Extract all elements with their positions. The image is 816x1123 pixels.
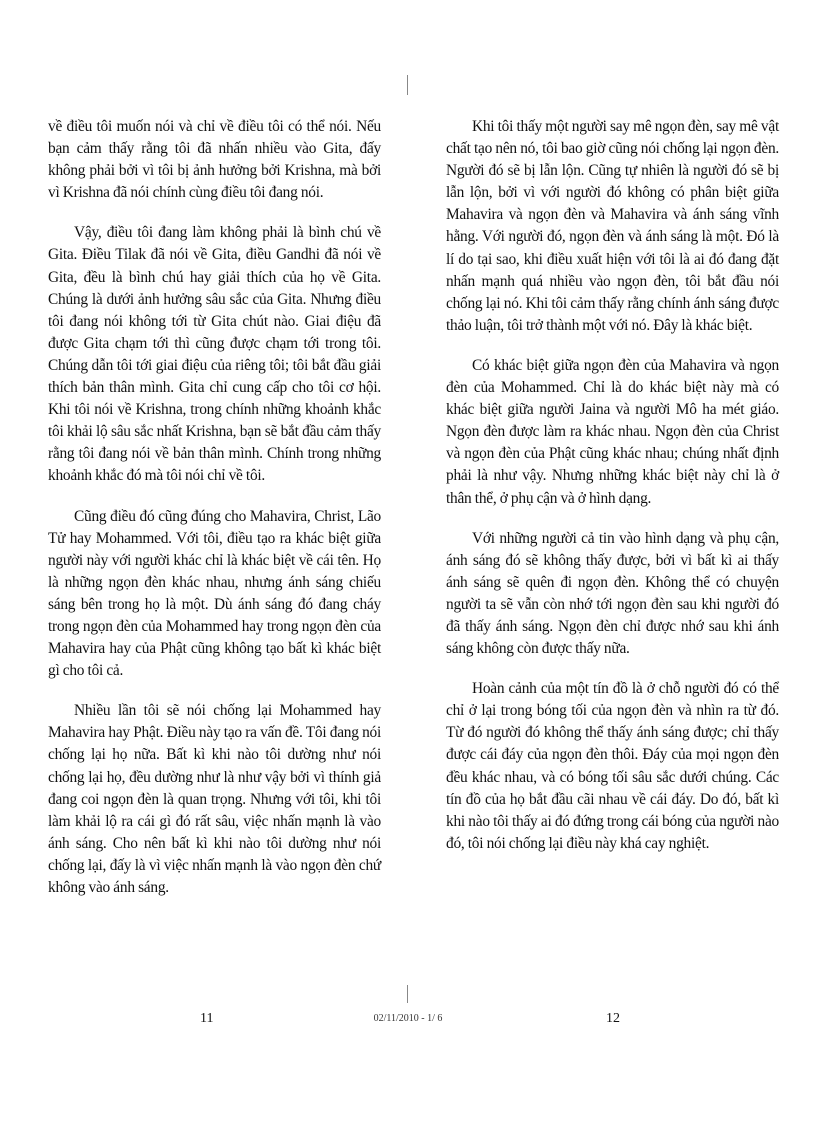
- footer-date: 02/11/2010 - 1/ 6: [373, 1013, 443, 1024]
- right-paragraph-1: Khi tôi thấy một người say mê ngọn đèn, say mê vật chất tạo nên nó, tôi bao giờ cũng nói chống lại ngọn đèn. Người đó sẽ bị lẫn lộn. Cũng tự nhiên là người đó sẽ bị lẫn lộn, bởi vì với người đó không có phân biệt giữa Mahavira và ngọn đèn và Mahavira và ánh sáng vĩnh hằng. Với người đó, ngọn đèn và ánh sáng là một. Đó là lí do tại sao, khi điều xuất hiện với tôi là ai đó đang đặt nhấn mạnh quá nhiều vào ngọn đèn, tôi bắt đầu nói chống lại nó. Khi tôi cảm thấy rằng chính ánh sáng được thảo luận, tôi trở thành một với nó. Đây là khác biệt.: [446, 118, 779, 334]
- left-paragraph-3: Cũng điều đó cũng đúng cho Mahavira, Christ, Lão Tử hay Mohammed. Với tôi, điều tạo ra khác biệt giữa người này với người khác chỉ là khác biệt về cái tên. Họ là những ngọn đèn khác nhau, nhưng ánh sáng chiếu sáng bên trong họ là một. Dù ánh sáng đó đang cháy trong ngọn đèn của Mohammed hay trong ngọn đèn của Mahavira hay của Phật cũng không tạo bất kì khác biệt gì cho tôi cả.: [48, 507, 381, 680]
- center-divider-bottom: [407, 985, 408, 1003]
- left-paragraph-2: Vậy, điều tôi đang làm không phải là bình chú về Gita. Điều Tilak đã nói về Gita, điều Gandhi đã nói về Gita, đều là bình chú hay giải thích của họ về Gita. Chúng là dưới ảnh hưởng sâu sắc của Gita. Nhưng điều tôi đang nói không tới từ Gita chút nào. Giai điệu đã được Gita chạm tới thì cũng được chạm tới trong tôi. Chúng dẫn tôi tới giai điệu của riêng tôi; tôi bắt đầu giải thích bản thân mình. Gita chỉ cung cấp cho tôi cơ hội. Khi tôi nói về Krishna, trong chính những khoảnh khắc tôi khải lộ sâu sắc nhất Krishna, bạn sẽ bắt đầu cảm thấy rằng tôi đang nói về bản thân mình. Chính trong những khoảnh khắc đó mà tôi nói chỉ về tôi.: [48, 224, 381, 485]
- right-paragraph-2: Có khác biệt giữa ngọn đèn của Mahavira và ngọn đèn của Mohammed. Chỉ là do khác biệt này mà có khác biệt giữa người Jaina và người Mô ha mét giáo. Ngọn đèn được làm ra khác nhau. Ngọn đèn của Christ và ngọn đèn của Phật cũng khác nhau; chúng nhất định phải là như vậy. Nhưng những khác biệt này chỉ là ở thân thể, ở phụ cận và ở hình dạng.: [446, 356, 779, 507]
- left-page-number: 11: [200, 1011, 214, 1026]
- left-paragraph-4: Nhiều lần tôi sẽ nói chống lại Mohammed hay Mahavira hay Phật. Điều này tạo ra vấn đề. Tôi đang nói chống lại họ nữa. Bất kì khi nào tôi dường như nói chống lại họ, đều dường như là như vậy bởi vì thính giả đang coi ngọn đèn là quan trọng. Nhưng với tôi, khi tôi làm khải lộ ra cái gì đó rất sâu, việc nhấn mạnh là vào ánh sáng. Cho nên bất kì khi nào tôi dường như nói chống lại, đấy là vì việc nhấn mạnh là vào ngọn đèn chứ không vào ánh sáng.: [48, 702, 381, 896]
- right-page-number: 12: [606, 1011, 620, 1026]
- center-divider-top: [407, 75, 408, 95]
- left-paragraph-1: về điều tôi muốn nói và chỉ về điều tôi có thể nói. Nếu bạn cảm thấy rằng tôi đã nhấn nhiều vào Gita, đấy không phải bởi vì tôi bị ảnh hưởng bởi Krishna, mà bởi vì Krishna đã nói chính cùng điều tôi đang nói.: [48, 118, 381, 202]
- right-page-column: [446, 116, 779, 873]
- right-paragraph-3: Với những người cả tin vào hình dạng và phụ cận, ánh sáng đó sẽ không thấy được, bởi vì bất kì ai thấy ánh sáng sẽ quên đi ngọn đèn. Không thể có chuyện người ta sẽ vẫn còn nhớ tới ngọn đèn sau khi người đó đã thấy ánh sáng. Ngọn đèn chỉ được nhớ sau khi ánh sáng không còn được thấy nữa.: [446, 529, 779, 658]
- left-page-column: [48, 116, 381, 917]
- right-paragraph-4: Hoàn cảnh của một tín đồ là ở chỗ người đó có thể chỉ ở lại trong bóng tối của ngọn đèn và nhìn ra từ đó. Từ đó người đó không thể thấy ánh sáng được; chỉ thấy được cái đáy của ngọn đèn thôi. Đáy của mọi ngọn đèn đều khác nhau, và có bóng tối sâu sắc dưới chúng. Các tín đồ của họ bắt đầu cãi nhau về cái đáy. Do đó, bất kì khi nào tôi thấy ai đó đứng trong cái bóng của người nào đó, tôi nói chống lại điều này khá cay nghiệt.: [446, 680, 779, 852]
